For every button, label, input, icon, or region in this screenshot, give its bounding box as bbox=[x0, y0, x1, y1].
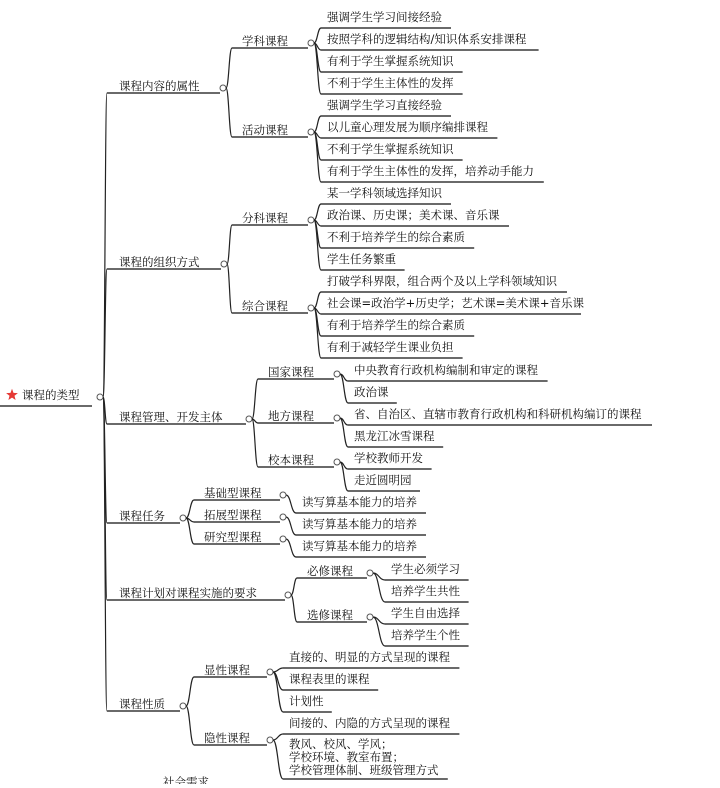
subcategory-toggle[interactable] bbox=[334, 415, 340, 421]
subcategory-label: 研究型课程 bbox=[204, 530, 262, 544]
subcategory-toggle[interactable] bbox=[367, 614, 373, 620]
leaf-label: 学校教师开发 bbox=[354, 451, 423, 465]
leaf-line bbox=[314, 132, 321, 182]
cut-off-label: 社会需求 bbox=[163, 775, 209, 784]
category-toggle[interactable] bbox=[180, 703, 186, 709]
subcategory-label: 活动课程 bbox=[242, 123, 288, 137]
sub-branch-line bbox=[227, 225, 232, 264]
leaf-line bbox=[286, 495, 296, 513]
sub-branch-line bbox=[226, 48, 232, 88]
leaf-line bbox=[273, 668, 283, 672]
leaf-label: 间接的、内隐的方式呈现的课程 bbox=[289, 716, 450, 730]
subcategory-toggle[interactable] bbox=[308, 305, 314, 311]
subcategory-label: 地方课程 bbox=[268, 409, 314, 423]
category-toggle[interactable] bbox=[246, 416, 252, 422]
leaf-label: 某一学科领域选择知识 bbox=[327, 186, 442, 200]
leaf-label: 走近圆明园 bbox=[354, 473, 412, 487]
subcategory-toggle[interactable] bbox=[267, 737, 273, 743]
leaf-label: 培养学生个性 bbox=[391, 628, 460, 642]
category-label: 课程任务 bbox=[119, 509, 165, 523]
sub-branch-line bbox=[186, 500, 194, 518]
root-toggle[interactable] bbox=[97, 394, 103, 400]
leaf-label: 按照学科的逻辑结构/知识体系安排课程 bbox=[327, 32, 527, 46]
subcategory-toggle[interactable] bbox=[308, 40, 314, 46]
leaf-label: 计划性 bbox=[289, 694, 324, 708]
subcategory-toggle[interactable] bbox=[280, 492, 286, 498]
leaf-label: 政治课、历史课；美术课、音乐课 bbox=[327, 208, 500, 222]
leaf-label: 有利于减轻学生课业负担 bbox=[327, 340, 454, 354]
leaf-label: 强调学生学习间接经验 bbox=[327, 10, 442, 24]
leaf-line bbox=[273, 734, 283, 740]
category-label: 课程的组织方式 bbox=[119, 255, 200, 269]
leaf-label: 教风、校风、学风； bbox=[289, 737, 393, 751]
leaf-line bbox=[273, 672, 283, 712]
subcategory-toggle[interactable] bbox=[308, 217, 314, 223]
leaf-label: 学生自由选择 bbox=[391, 606, 460, 620]
subcategory-toggle[interactable] bbox=[267, 669, 273, 675]
leaf-line bbox=[286, 539, 296, 557]
subcategory-toggle[interactable] bbox=[334, 459, 340, 465]
leaf-label: 课程表里的课程 bbox=[289, 672, 370, 686]
leaf-label: 黑龙江冰雪课程 bbox=[354, 429, 435, 443]
category-label: 课程内容的属性 bbox=[119, 79, 200, 93]
subcategory-toggle[interactable] bbox=[334, 371, 340, 377]
leaf-label: 不利于学生掌握系统知识 bbox=[327, 142, 454, 156]
leaf-line bbox=[314, 220, 321, 270]
category-toggle[interactable] bbox=[221, 261, 227, 267]
subcategory-label: 综合课程 bbox=[242, 299, 288, 313]
leaf-label: 学生任务繁重 bbox=[327, 252, 396, 266]
leaf-line bbox=[314, 43, 321, 94]
subcategory-label: 学科课程 bbox=[242, 34, 288, 48]
subcategory-label: 选修课程 bbox=[307, 608, 353, 622]
subcategory-label: 分科课程 bbox=[242, 211, 288, 225]
subcategory-toggle[interactable] bbox=[367, 570, 373, 576]
subcategory-label: 校本课程 bbox=[268, 453, 314, 467]
leaf-line bbox=[314, 204, 321, 220]
sub-branch-line bbox=[226, 88, 232, 137]
leaf-line bbox=[286, 517, 296, 535]
leaf-label: 学校管理体制、班级管理方式 bbox=[289, 763, 439, 777]
category-toggle[interactable] bbox=[180, 515, 186, 521]
leaf-label: 读写算基本能力的培养 bbox=[302, 539, 417, 553]
leaf-line bbox=[314, 292, 321, 308]
category-label: 课程计划对课程实施的要求 bbox=[119, 586, 257, 600]
subcategory-toggle[interactable] bbox=[308, 129, 314, 135]
sub-branch-line bbox=[291, 578, 297, 595]
sub-branch-line bbox=[186, 677, 194, 706]
category-label: 课程管理、开发主体 bbox=[119, 410, 223, 424]
leaf-label: 政治课 bbox=[354, 385, 389, 399]
sub-branch-line bbox=[227, 264, 232, 313]
leaf-line bbox=[314, 116, 321, 132]
leaf-label: 培养学生共性 bbox=[391, 584, 460, 598]
leaf-line bbox=[314, 308, 321, 358]
sub-branch-line bbox=[291, 595, 297, 622]
subcategory-label: 隐性课程 bbox=[204, 731, 250, 745]
category-toggle[interactable] bbox=[220, 85, 226, 91]
leaf-label: 学生必须学习 bbox=[391, 562, 460, 576]
leaf-label: 学校环境、教室布置； bbox=[289, 750, 404, 764]
leaf-label: 中央教育行政机构编制和审定的课程 bbox=[354, 363, 538, 377]
subcategory-label: 国家课程 bbox=[268, 365, 314, 379]
star-icon bbox=[6, 389, 18, 400]
leaf-label: 省、自治区、直辖市教育行政机构和科研机构编订的课程 bbox=[354, 407, 642, 421]
subcategory-label: 拓展型课程 bbox=[204, 508, 262, 522]
leaf-label: 有利于培养学生的综合素质 bbox=[327, 318, 465, 332]
leaf-label: 以儿童心理发展为顺序编排课程 bbox=[327, 120, 488, 134]
leaf-label: 直接的、明显的方式呈现的课程 bbox=[289, 650, 450, 664]
leaf-label: 有利于学生主体性的发挥，培养动手能力 bbox=[327, 164, 534, 178]
leaf-label: 不利于学生主体性的发挥 bbox=[327, 76, 454, 90]
root-label: 课程的类型 bbox=[22, 388, 80, 402]
subcategory-toggle[interactable] bbox=[280, 514, 286, 520]
subcategory-label: 显性课程 bbox=[204, 663, 250, 677]
leaf-label: 打破学科界限，组合两个及以上学科领域知识 bbox=[327, 274, 557, 288]
leaf-label: 有利于学生掌握系统知识 bbox=[327, 54, 454, 68]
category-toggle[interactable] bbox=[285, 592, 291, 598]
leaf-label: 强调学生学习直接经验 bbox=[327, 98, 442, 112]
leaf-label: 不利于培养学生的综合素质 bbox=[327, 230, 465, 244]
leaf-line bbox=[314, 28, 321, 43]
leaf-line bbox=[273, 740, 283, 779]
leaf-label: 读写算基本能力的培养 bbox=[302, 495, 417, 509]
subcategory-toggle[interactable] bbox=[280, 536, 286, 542]
sub-branch-line bbox=[252, 419, 258, 467]
subcategory-label: 基础型课程 bbox=[204, 486, 262, 500]
leaf-label: 读写算基本能力的培养 bbox=[302, 517, 417, 531]
sub-branch-line bbox=[252, 379, 258, 419]
leaf-label: 社会课=政治学+历史学；艺术课=美术课+音乐课 bbox=[327, 296, 585, 310]
subcategory-label: 必修课程 bbox=[307, 564, 353, 578]
sub-branch-line bbox=[186, 706, 194, 745]
category-label: 课程性质 bbox=[119, 697, 165, 711]
